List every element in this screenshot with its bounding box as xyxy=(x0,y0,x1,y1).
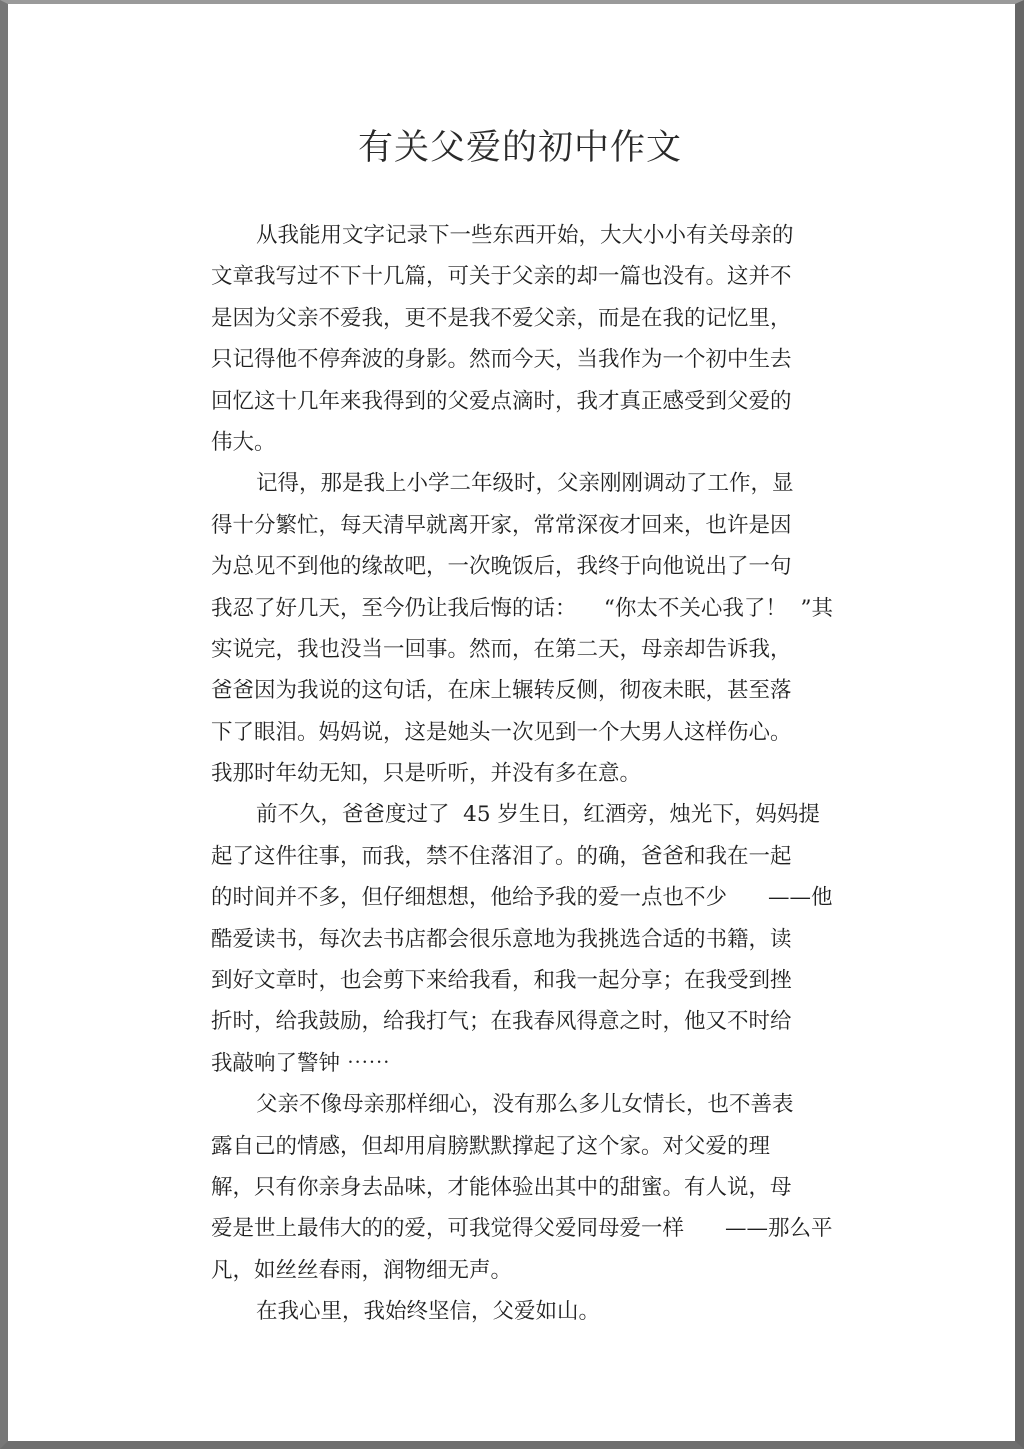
text-line: 爸爸因为我说的这句话，在床上辗转反侧，彻夜未眠，甚至落 xyxy=(211,678,792,704)
text-line: 记得，那是我上小学二年级时，父亲刚刚调动了工作，显 xyxy=(256,471,794,497)
text-line: 得十分繁忙，每天清早就离开家，常常深夜才回来，也许是因 xyxy=(211,512,792,538)
text-line: 是因为父亲不爱我，更不是我不爱父亲，而是在我的记忆里， xyxy=(211,305,792,331)
text-line: 为总见不到他的缘故吧，一次晚饭后，我终于向他说出了一句 xyxy=(211,554,792,580)
document-title: 有关父爱的初中作文 xyxy=(357,128,682,168)
text-line: 父亲不像母亲那样细心，没有那么多儿女情长，也不善表 xyxy=(256,1092,794,1118)
text-line: 在我心里，我始终坚信，父爱如山。 xyxy=(256,1299,601,1325)
text-line: 只记得他不停奔波的身影。然而今天，当我作为一个初中生去 xyxy=(211,347,792,373)
text-line: 回忆这十几年来我得到的父爱点滴时，我才真正感受到父爱的 xyxy=(211,388,792,414)
text-line: 酷爱读书，每次去书店都会很乐意地为我挑选合适的书籍，读 xyxy=(211,926,792,952)
text-line: 伟大。 xyxy=(211,429,276,455)
text-line: 解，只有你亲身去品味，才能体验出其中的甜蜜。有人说，母 xyxy=(211,1174,792,1200)
text-line: 爱是世上最伟大的的爱，可我觉得父爱同母爱一样 ——那么平 xyxy=(211,1216,833,1242)
text-line: 凡，如丝丝春雨，润物细无声。 xyxy=(211,1257,513,1283)
text-line: 从我能用文字记录下一些东西开始，大大小小有关母亲的 xyxy=(256,223,794,248)
text-line: 到好文章时，也会剪下来给我看，和我一起分享；在我受到挫 xyxy=(211,968,792,994)
text-line: 起了这件往事，而我，禁不住落泪了。的确，爸爸和我在一起 xyxy=(211,843,792,869)
text-line: 前不久，爸爸度过了 45 岁生日，红酒旁，烛光下，妈妈提 xyxy=(256,802,820,828)
text-line: 折时，给我鼓励，给我打气；在我春风得意之时，他又不时给 xyxy=(211,1009,792,1035)
text-line: 文章我写过不下十几篇，可关于父亲的却一篇也没有。这并不 xyxy=(211,264,792,290)
text-line: 下了眼泪。妈妈说，这是她头一次见到一个大男人这样伤心。 xyxy=(211,719,792,745)
text-line: 我敲响了警钟 ⋯⋯ xyxy=(211,1050,390,1076)
text-line: 露自己的情感，但却用肩膀默默撑起了这个家。对父爱的理 xyxy=(211,1133,771,1159)
text-line: 我那时年幼无知，只是听听，并没有多在意。 xyxy=(211,761,642,787)
text-line: 的时间并不多，但仔细想想，他给予我的爱一点也不少 ——他 xyxy=(211,885,833,911)
text-line: 实说完，我也没当一回事。然而，在第二天，母亲却告诉我， xyxy=(211,636,792,662)
essay-body xyxy=(211,215,911,1333)
text-line: 我忍了好几天，至今仍让我后悔的话： “你太不关心我了！ ”其 xyxy=(211,595,833,621)
